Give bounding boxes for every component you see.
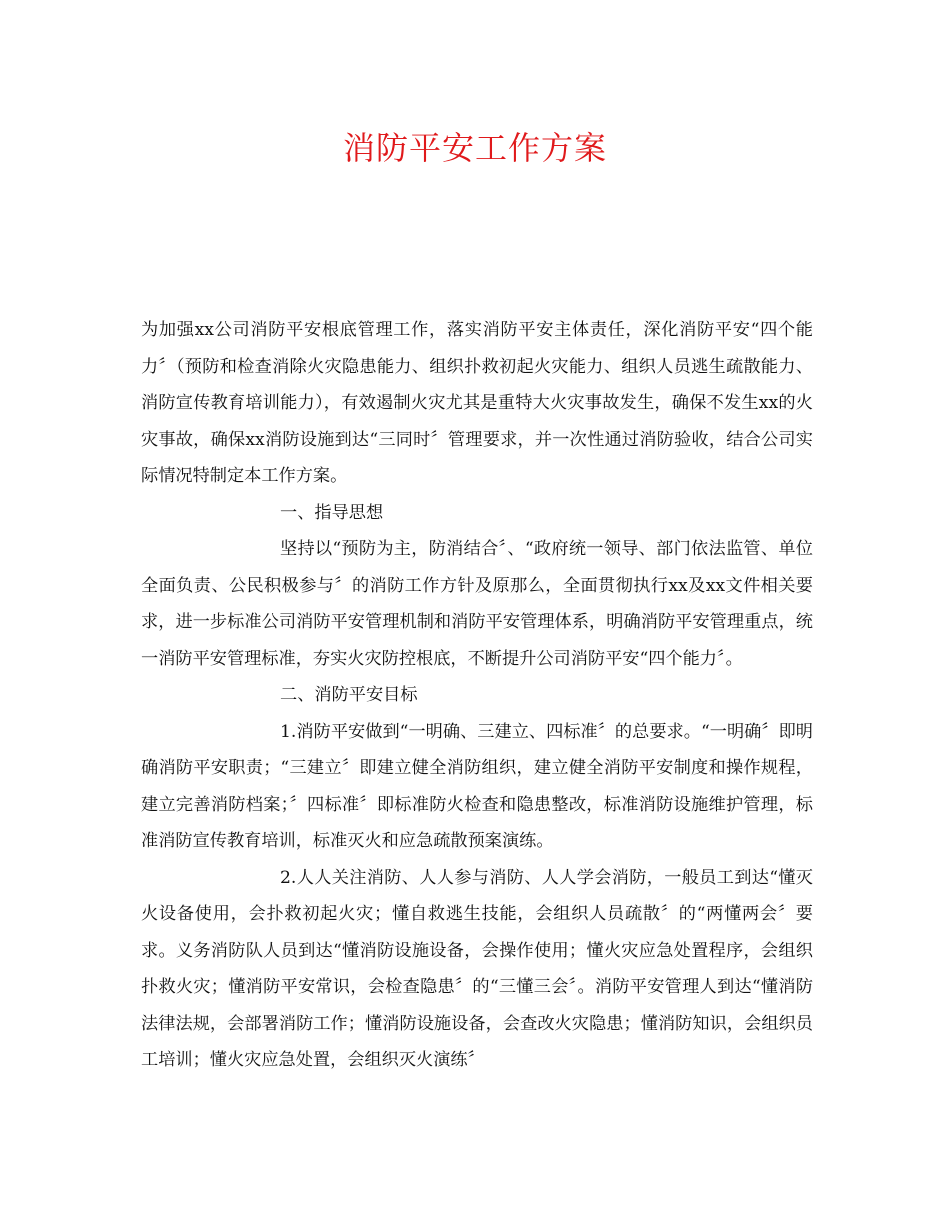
document-body <box>141 312 813 1079</box>
intro-paragraph: 为加强xx公司消防平安根底管理工作，落实消防平安主体责任，深化消防平安“四个能力〞（预防和检查消除火灾隐患能力、组织扑救初起火灾能力、组织人员逃生疏散能力、消防宣传教育培训能力），有效遏制火灾尤其是重特大火灾事故发生，确保不发生xx的火灾事故，确保xx消防设施到达“三同时〞管理要求，并一次性通过消防验收，结合公司实际情况特制定本工作方案。 <box>141 320 813 486</box>
document-title: 消防平安工作方案 <box>342 129 607 167</box>
section-heading-safety-goals: 二、消防平安目标 <box>280 685 418 705</box>
safety-goal-item-2: 2.人人关注消防、人人参与消防、人人学会消防，一般员工到达“懂灭火设备使用，会扑救初起火灾；懂自救逃生技能，会组织人员疏散〞的“两懂两会〞要求。义务消防队人员到达“懂消防设施设备，会操作使用；懂火灾应急处置程序，会组织扑救火灾；懂消防平安常识，会检查隐患〞的“三懂三会〞。消防平安管理人到达“懂消防法律法规，会部署消防工作；懂消防设施设备，会查改火灾隐患；懂消防知识，会组织员工培训；懂火灾应急处置，会组织灭火演练〞 <box>141 867 813 1070</box>
safety-goal-item-1: 1.消防平安做到“一明确、三建立、四标准〞的总要求。“一明确〞即明确消防平安职责；“三建立〞即建立健全消防组织，建立健全消防平安制度和操作规程，建立完善消防档案；〞四标准〞即标准防火检查和隐患整改，标准消防设施维护管理，标准消防宣传教育培训，标准灭火和应急疏散预案演练。 <box>141 721 813 851</box>
guiding-ideology-paragraph: 坚持以“预防为主，防消结合〞、“政府统一领导、部门依法监管、单位全面负责、公民积极参与〞的消防工作方针及原那么，全面贯彻执行xx及xx文件相关要求，进一步标准公司消防平安管理机制和消防平安管理体系，明确消防平安管理重点，统一消防平安管理标准，夯实火灾防控根底，不断提升公司消防平安“四个能力〞。 <box>141 539 813 669</box>
section-heading-guiding-ideology: 一、指导思想 <box>280 502 384 523</box>
